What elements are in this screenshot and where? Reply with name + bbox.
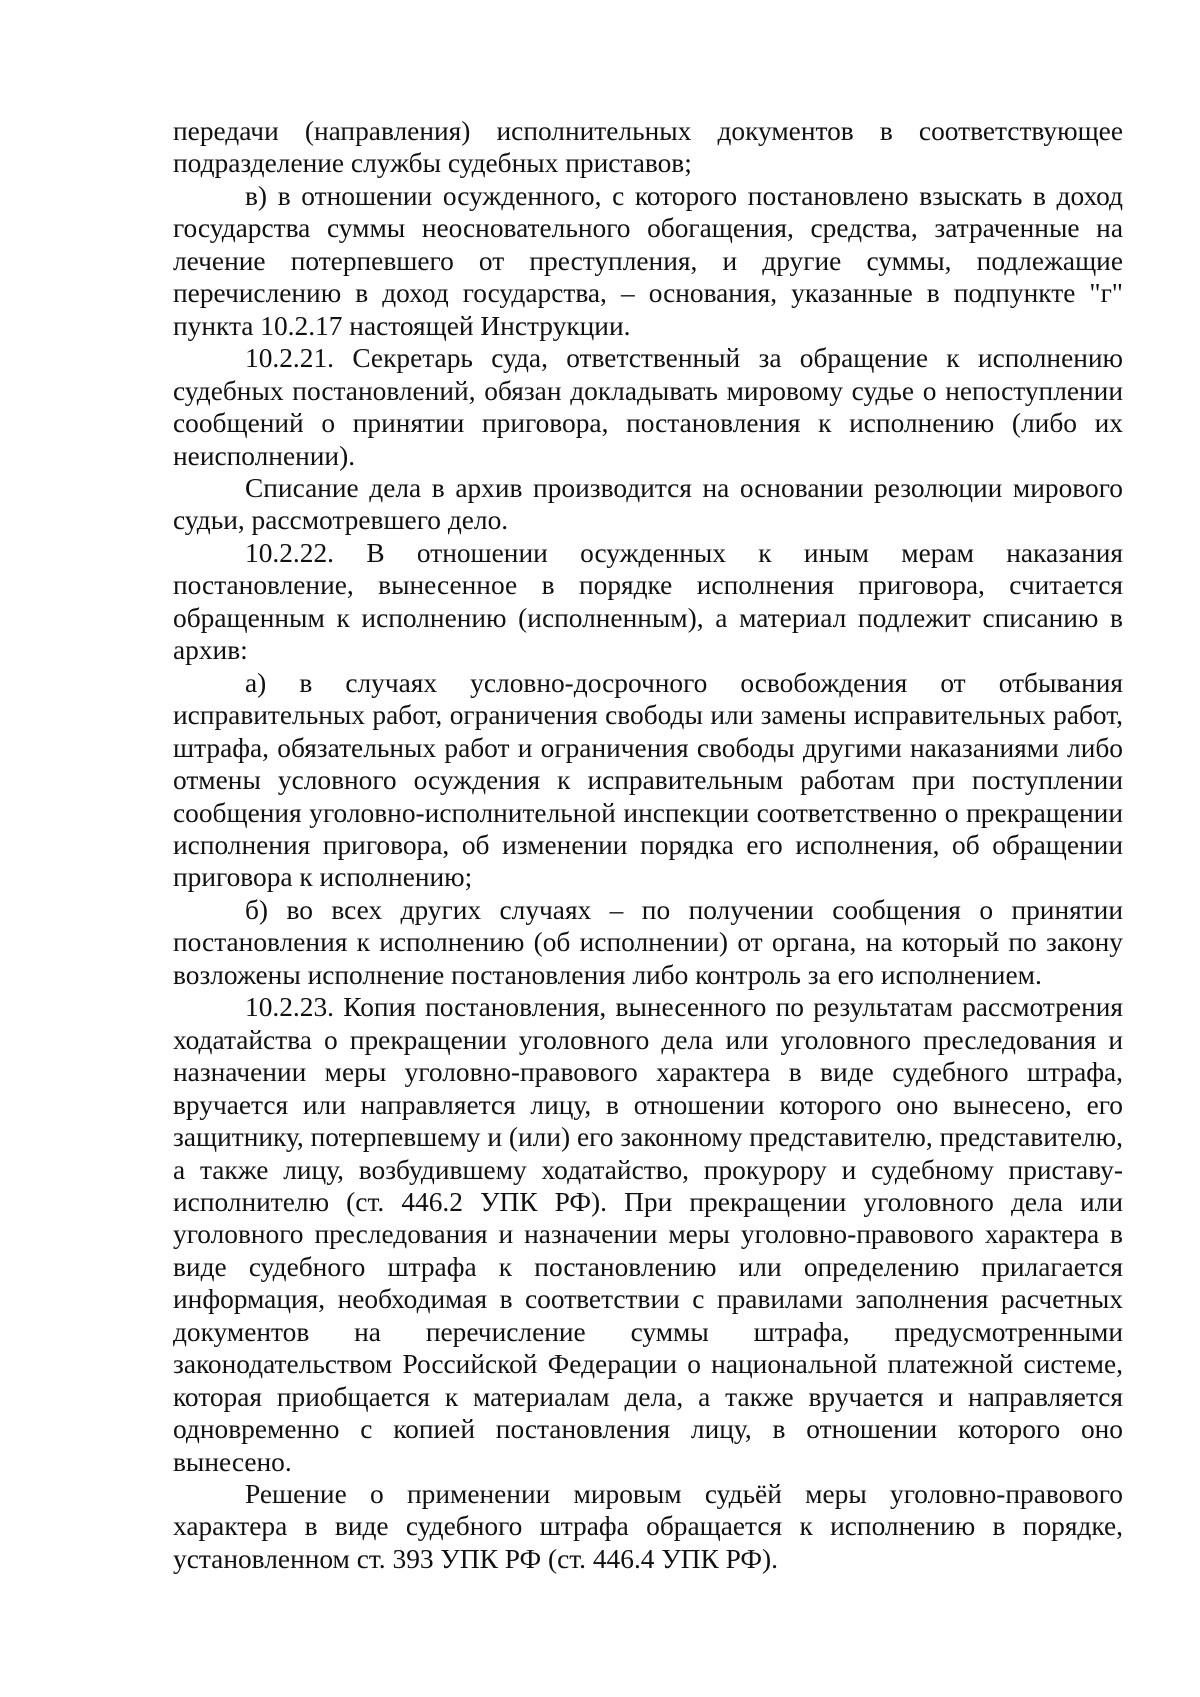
paragraph-10-2-22: 10.2.22. В отношении осужденных к иным мерам наказания постановление, вынесенное в порядке исполнения приговора, считается обращенным к исполнению (исполненным), а материал подлежит списанию в архив: — [173, 537, 1123, 666]
paragraph: в) в отношении осужденного, с которого постановлено взыскать в доход государства суммы неосновательного обогащения, средства, затраченные на лечение потерпевшего от преступления, и другие суммы, подлежащие перечислению в доход государства, – основания, указанные в подпункте "г" пункта 10.2.17 настоящей Инструкции. — [173, 180, 1123, 341]
paragraph-10-2-21: 10.2.21. Секретарь суда, ответственный за обращение к исполнению судебных постановлений, обязан докладывать мировому судье о непоступлении сообщений о принятии приговора, постановления к исполнению (либо их неисполнении). — [173, 343, 1123, 471]
paragraph: б) во всех других случаях – по получении сообщения о принятии постановления к исполнению (об исполнении) от органа, на который по закону возложены исполнение постановления либо контроль за его исполнением. — [173, 894, 1123, 990]
paragraph: Списание дела в архив производится на основании резолюции мирового судьи, рассмотревшего дело. — [173, 472, 1123, 536]
document-page — [173, 115, 1123, 1575]
paragraph: Решение о применении мировым судьёй меры уголовно-правового характера в виде судебного штрафа обращается к исполнению в порядке, установленном ст. 393 УПК РФ (ст. 446.4 УПК РФ). — [173, 1479, 1123, 1574]
paragraph: передачи (направления) исполнительных документов в соответствующее подразделение службы судебных приставов; — [173, 116, 1123, 179]
paragraph-10-2-23: 10.2.23. Копия постановления, вынесенного по результатам рассмотрения ходатайства о прекращении уголовного дела или уголовного преследования и назначении меры уголовно-правового характера в виде судебного штрафа, вручается или направляется лицу, в отношении которого оно вынесено, его защитнику, потерпевшему и (или) его законному представителю, представителю, а также лицу, возбудившему ходатайство, прокурору и судебному приставу-исполнителю (ст. 446.2 УПК РФ). При прекращении уголовного дела или уголовного преследования и назначении меры уголовно-правового характера в виде судебного штрафа к постановлению или определению прилагается информация, необходимая в соответствии с правилами заполнения расчетных документов на перечисление суммы штрафа, предусмотренными законодательством Российской Федерации о национальной платежной системе, которая приобщается к материалам дела, а также вручается и направляется одновременно с копией постановления лицу, в отношении которого оно вынесено. — [173, 992, 1123, 1477]
paragraph: а) в случаях условно-досрочного освобождения от отбывания исправительных работ, ограничения свободы или замены исправительных работ, штрафа, обязательных работ и ограничения свободы другими наказаниями либо отмены условного осуждения к исправительным работам при поступлении сообщения уголовно-исполнительной инспекции соответственно о прекращении исполнения приговора, об изменении порядка его исполнения, об обращении приговора к исполнению; — [173, 667, 1123, 893]
